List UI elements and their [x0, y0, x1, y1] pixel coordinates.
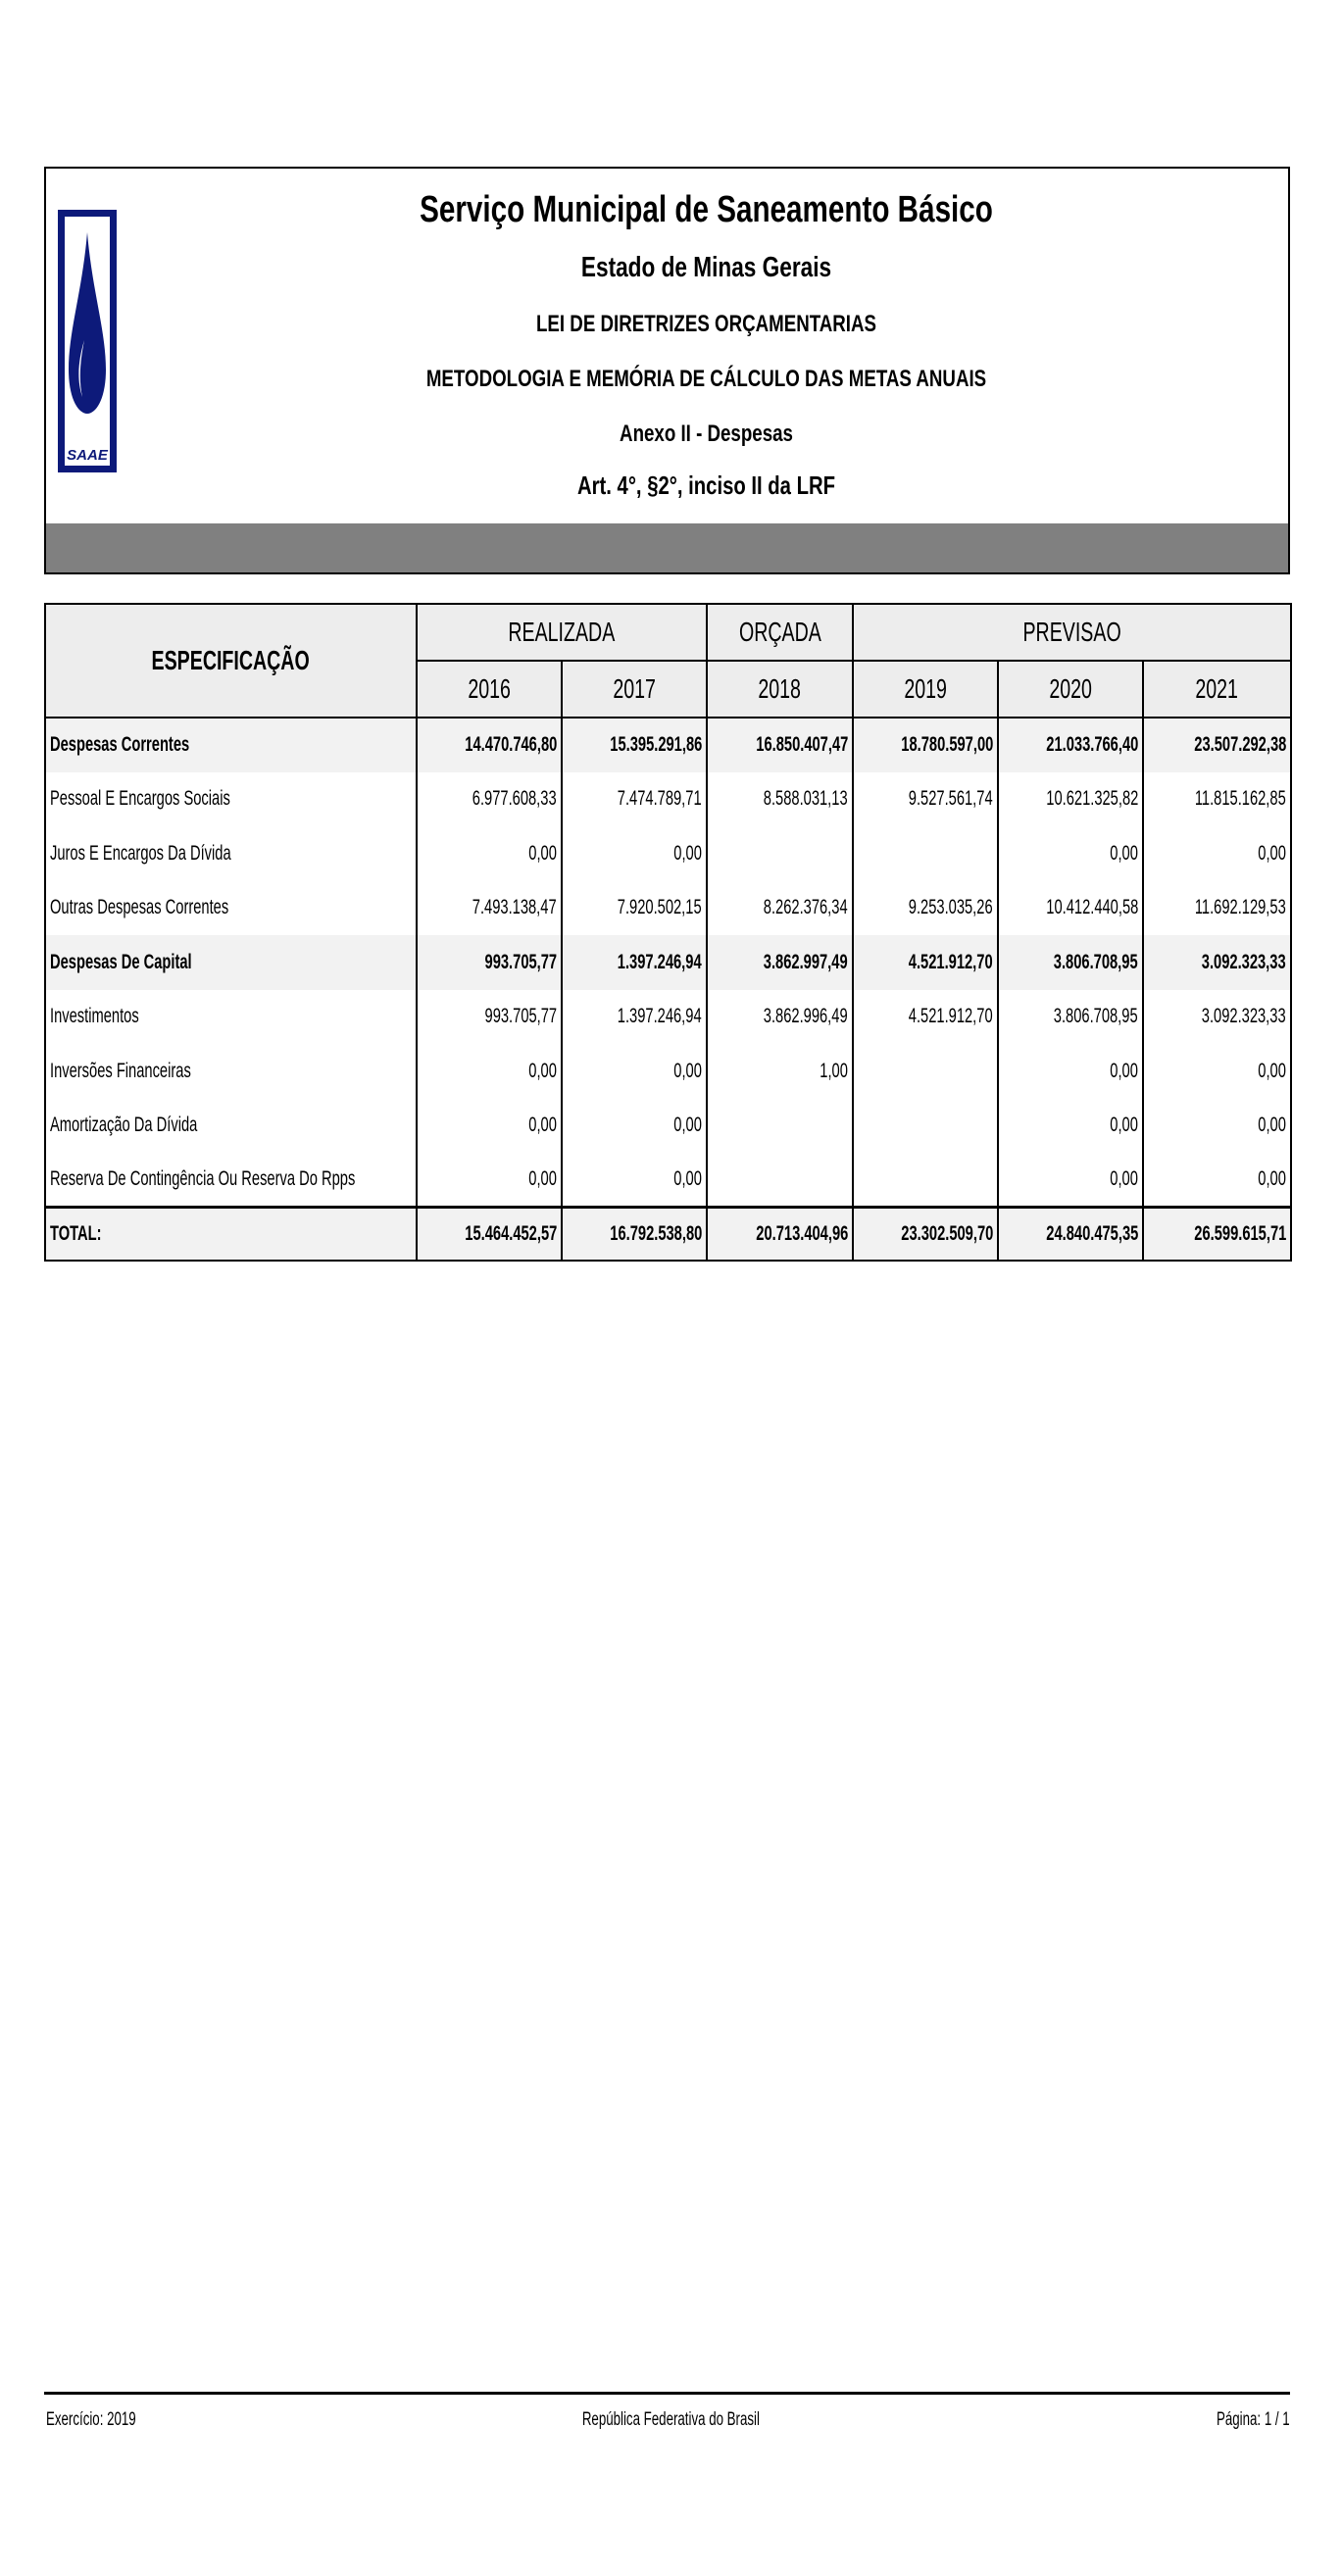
- year-header: 2016: [417, 661, 562, 718]
- footer-exercise: Exercício: 2019: [46, 2409, 136, 2430]
- cell-value: 0,00: [998, 1044, 1143, 1099]
- cell-value: 9.527.561,74: [853, 772, 998, 827]
- cell-value: 0,00: [417, 1099, 562, 1154]
- header-titles: [253, 186, 1161, 505]
- row-label: Amortização Da Dívida: [45, 1099, 417, 1154]
- year-header: 2020: [998, 661, 1143, 718]
- table-row: [45, 1153, 1291, 1208]
- cell-value: [707, 1099, 853, 1154]
- cell-value: 3.862.996,49: [707, 990, 853, 1045]
- cell-value: 23.507.292,38: [1143, 718, 1291, 772]
- footer-page: Página: 1 / 1: [1217, 2409, 1290, 2430]
- row-label: Despesas De Capital: [45, 935, 417, 990]
- table-row: [45, 772, 1291, 827]
- cell-value: 0,00: [1143, 1044, 1291, 1099]
- cell-value: 7.474.789,71: [562, 772, 707, 827]
- cell-value: 0,00: [417, 826, 562, 881]
- law-title: LEI DE DIRETRIZES ORÇAMENTARIAS: [535, 311, 877, 337]
- row-label: Inversões Financeiras: [45, 1044, 417, 1099]
- cell-value: 3.092.323,33: [1143, 935, 1291, 990]
- year-header: 2021: [1143, 661, 1291, 718]
- article-title: Art. 4°, §2°, inciso II da LRF: [576, 471, 836, 500]
- cell-value: 4.521.912,70: [853, 935, 998, 990]
- cell-value: 0,00: [998, 1153, 1143, 1208]
- cell-value: 11.815.162,85: [1143, 772, 1291, 827]
- cell-value: 7.920.502,15: [562, 881, 707, 936]
- cell-value: 10.621.325,82: [998, 772, 1143, 827]
- row-label: Investimentos: [45, 990, 417, 1045]
- header-gray-band: [46, 523, 1288, 572]
- footer-country: República Federativa do Brasil: [581, 2409, 761, 2430]
- cell-value: 0,00: [1143, 1099, 1291, 1154]
- cell-value: 11.692.129,53: [1143, 881, 1291, 936]
- orcada-header: ORÇADA: [707, 604, 853, 661]
- cell-value: 993.705,77: [417, 990, 562, 1045]
- cell-value: 4.521.912,70: [853, 990, 998, 1045]
- total-value: 24.840.475,35: [998, 1208, 1143, 1261]
- footer-divider: [44, 2392, 1290, 2395]
- cell-value: 0,00: [1143, 826, 1291, 881]
- cell-value: 16.850.407,47: [707, 718, 853, 772]
- cell-value: 0,00: [417, 1153, 562, 1208]
- year-header: 2018: [707, 661, 853, 718]
- cell-value: 3.806.708,95: [998, 935, 1143, 990]
- table-row: [45, 1044, 1291, 1099]
- cell-value: [707, 1153, 853, 1208]
- cell-value: 8.262.376,34: [707, 881, 853, 936]
- cell-value: 0,00: [1143, 1153, 1291, 1208]
- cell-value: 0,00: [998, 1099, 1143, 1154]
- cell-value: 18.780.597,00: [853, 718, 998, 772]
- cell-value: 15.395.291,86: [562, 718, 707, 772]
- annex-title: Anexo II - Despesas: [620, 421, 793, 447]
- cell-value: 6.977.608,33: [417, 772, 562, 827]
- cell-value: 10.412.440,58: [998, 881, 1143, 936]
- cell-value: 0,00: [417, 1044, 562, 1099]
- cell-value: 1.397.246,94: [562, 935, 707, 990]
- spec-header: ESPECIFICAÇÃO: [45, 604, 417, 718]
- cell-value: 0,00: [562, 826, 707, 881]
- state-name: Estado de Minas Gerais: [580, 252, 832, 283]
- cell-value: 3.806.708,95: [998, 990, 1143, 1045]
- year-header: 2017: [562, 661, 707, 718]
- cell-value: 3.092.323,33: [1143, 990, 1291, 1045]
- realizada-header: REALIZADA: [417, 604, 707, 661]
- logo-text: SAAE: [67, 447, 108, 464]
- cell-value: 9.253.035,26: [853, 881, 998, 936]
- saae-logo: [58, 210, 117, 472]
- cell-value: [853, 1153, 998, 1208]
- cell-value: [707, 826, 853, 881]
- cell-value: 993.705,77: [417, 935, 562, 990]
- cell-value: 1,00: [707, 1044, 853, 1099]
- cell-value: [853, 1099, 998, 1154]
- cell-value: 0,00: [562, 1099, 707, 1154]
- row-label: Despesas Correntes: [45, 718, 417, 772]
- total-value: 23.302.509,70: [853, 1208, 998, 1261]
- expenses-table: [44, 603, 1292, 1262]
- row-label: Reserva De Contingência Ou Reserva Do Rpps: [45, 1153, 417, 1208]
- total-value: 20.713.404,96: [707, 1208, 853, 1261]
- table-row: [45, 826, 1291, 881]
- total-value: 16.792.538,80: [562, 1208, 707, 1261]
- cell-value: 14.470.746,80: [417, 718, 562, 772]
- cell-value: [853, 1044, 998, 1099]
- cell-value: 3.862.997,49: [707, 935, 853, 990]
- cell-value: 21.033.766,40: [998, 718, 1143, 772]
- table-row: [45, 990, 1291, 1045]
- previsao-header: PREVISAO: [853, 604, 1291, 661]
- row-label: Pessoal E Encargos Sociais: [45, 772, 417, 827]
- row-label: Juros E Encargos Da Dívida: [45, 826, 417, 881]
- table-row: [45, 935, 1291, 990]
- total-value: 15.464.452,57: [417, 1208, 562, 1261]
- water-drop-icon: [61, 213, 114, 470]
- org-name: Serviço Municipal de Saneamento Básico: [420, 189, 993, 230]
- table-row: [45, 718, 1291, 772]
- total-row: [45, 1208, 1291, 1261]
- table-row: [45, 1099, 1291, 1154]
- cell-value: [853, 826, 998, 881]
- total-label: TOTAL:: [45, 1208, 417, 1261]
- cell-value: 1.397.246,94: [562, 990, 707, 1045]
- cell-value: 0,00: [562, 1044, 707, 1099]
- row-label: Outras Despesas Correntes: [45, 881, 417, 936]
- cell-value: 0,00: [562, 1153, 707, 1208]
- year-header: 2019: [853, 661, 998, 718]
- report-header: [44, 167, 1290, 574]
- table-row: [45, 881, 1291, 936]
- cell-value: 7.493.138,47: [417, 881, 562, 936]
- cell-value: 0,00: [998, 826, 1143, 881]
- total-value: 26.599.615,71: [1143, 1208, 1291, 1261]
- methodology-title: METODOLOGIA E MEMÓRIA DE CÁLCULO DAS METAS ANUAIS: [425, 366, 987, 392]
- cell-value: 8.588.031,13: [707, 772, 853, 827]
